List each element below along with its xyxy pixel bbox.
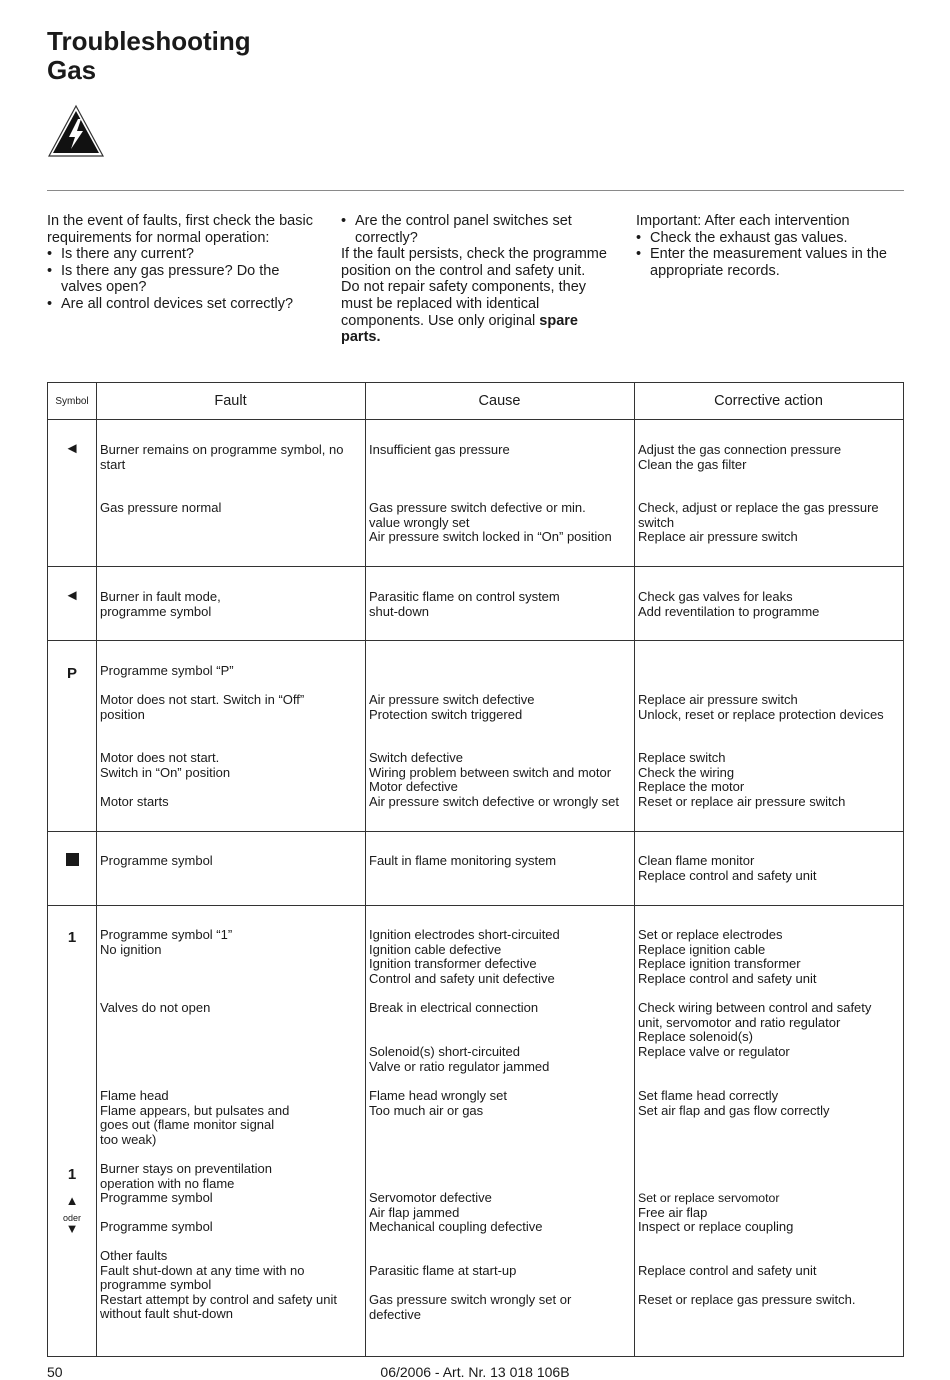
cause-cell: Break in electrical connection [369,1000,539,1015]
cause-cell: Gas pressure switch defective or min. value wrongly set Air pressure switch locked in “On” position [369,500,612,545]
cause-cell: Parasitic flame on control system shut-down [369,589,560,619]
program-p-symbol: P [66,665,77,682]
fault-cell: Flame head Flame appears, but pulsates and goes out (flame monitor signal too weak) [100,1088,290,1147]
program-triangle-symbol: ◄ [64,587,80,604]
cause-cell: Servomotor defective Air flap jammed Mechanical coupling defective [369,1190,543,1235]
cause-cell: Fault in flame monitoring system [369,853,557,868]
document-reference: 06/2006 - Art. Nr. 13 018 106B [380,1364,570,1380]
oder-label: oder [62,1213,81,1223]
action-cell: Replace switch Check the wiring Replace the motor Reset or replace air pressure switch [638,750,846,809]
fault-cell: Programme symbol “P” [100,663,234,678]
arrow-down-symbol: ▼ [65,1221,79,1236]
row-divider [48,640,903,641]
intro-bullet: • Is there any gas pressure? Do the valves open? [47,263,319,296]
intro-text-spare-parts [341,279,611,345]
action-cell: Check gas valves for leaks Add reventilation to programme [638,589,820,619]
spare-parts-emphasis: spare parts. [341,312,578,346]
fault-cell: Valves do not open [100,1000,211,1015]
intro-text: If the fault persists, check the programme position on the control and safety unit. [341,246,607,279]
header-divider [47,190,904,191]
intro-text: Do not repair safety components, they must be replaced with identical components. Use only original [341,279,587,329]
intro-bullet-list [636,230,896,280]
program-1-symbol: 1 [67,1166,77,1183]
cause-cell: Ignition electrodes short-circuited Ignition cable defective Ignition transformer defective Control and safety unit defective [369,927,560,986]
intro-bullet: • Is there any current? [47,246,319,263]
fault-cell: Burner remains on programme symbol, no start [100,442,344,472]
column-header-action: Corrective action [714,393,823,409]
intro-bullet: • Are all control devices set correctly? [47,296,319,313]
cause-cell: Parasitic flame at start-up Gas pressure switch wrongly set or defective [369,1263,572,1322]
title-line-2: Gas [47,55,97,85]
intro-bullet: • Are the control panel switches set correctly? [341,213,611,246]
cause-cell: Switch defective Wiring problem between switch and motor Motor defective Air pressure switch defective or wrongly set [369,750,619,809]
fault-cell: Other faults Fault shut-down at any time with no programme symbol Restart attempt by control and safety unit without fault shut-down [100,1248,338,1322]
action-cell: Adjust the gas connection pressure Clean the gas filter [638,442,842,472]
troubleshooting-table [47,382,904,1357]
row-divider [48,831,903,832]
action-cell: Set or replace electrodes Replace ignition cable Replace ignition transformer Replace control and safety unit [638,927,817,986]
program-triangle-symbol: ◄ [64,440,80,457]
action-cell: Clean flame monitor Replace control and safety unit [638,853,817,883]
fault-cell: Burner stays on preventilation operation with no flame Programme symbol Programme symbol [100,1161,272,1235]
cause-cell: Air pressure switch defective Protection switch triggered [369,692,535,722]
intro-text: Important: After each intervention [636,213,850,229]
intro-column-1 [47,213,319,313]
column-header-cause: Cause [478,393,521,409]
fault-cell: Programme symbol [100,853,213,868]
intro-column-3 [636,213,896,279]
fault-cell: Programme symbol “1” No ignition [100,927,233,957]
action-cell: Set flame head correctly Set air flap and gas flow correctly [638,1088,830,1118]
title-line-1: Troubleshooting [47,26,251,56]
intro-text: In the event of faults, first check the basic requirements for normal operation: [47,213,313,246]
intro-bullet-list [341,213,611,246]
intro-bullet: • Enter the measurement values in the appropriate records. [636,246,896,279]
arrow-up-symbol: ▲ [65,1193,79,1208]
action-cell: Check wiring between control and safety unit, servomotor and ratio regulator Replace solenoid(s) Replace valve or regulator [638,1000,872,1059]
cause-cell: Insufficient gas pressure [369,442,510,457]
header-row-divider [48,419,903,420]
column-header-fault: Fault [214,393,247,409]
program-1-symbol: 1 [67,929,77,946]
cause-cell: Flame head wrongly set Too much air or gas [369,1088,508,1118]
action-cell: Check, adjust or replace the gas pressure switch Replace air pressure switch [638,500,879,545]
action-cell: Set or replace servomotor Free air flap Inspect or replace coupling [638,1191,794,1235]
column-header-symbol: Symbol [55,395,89,407]
fault-cell: Motor does not start. Switch in “On” position Motor starts [100,750,231,809]
cause-cell: Solenoid(s) short-circuited Valve or ratio regulator jammed [369,1044,550,1074]
intro-column-2 [341,213,611,346]
column-divider [365,383,366,1356]
fault-cell: Motor does not start. Switch in “Off” position [100,692,305,722]
row-divider [48,905,903,906]
page-number: 50 [47,1364,63,1380]
column-divider [634,383,635,1356]
row-divider [48,566,903,567]
intro-bullet-list [47,246,319,312]
fault-cell: Burner in fault mode, programme symbol [100,589,221,619]
column-divider [96,383,97,1356]
action-cell: Replace control and safety unit Reset or replace gas pressure switch. [638,1263,856,1308]
program-square-symbol [66,853,79,866]
fault-cell: Gas pressure normal [100,500,222,515]
high-voltage-warning-icon [47,104,105,158]
page-title [47,27,251,85]
action-cell: Replace air pressure switch Unlock, reset or replace protection devices [638,692,884,722]
intro-bullet: • Check the exhaust gas values. [636,230,896,247]
